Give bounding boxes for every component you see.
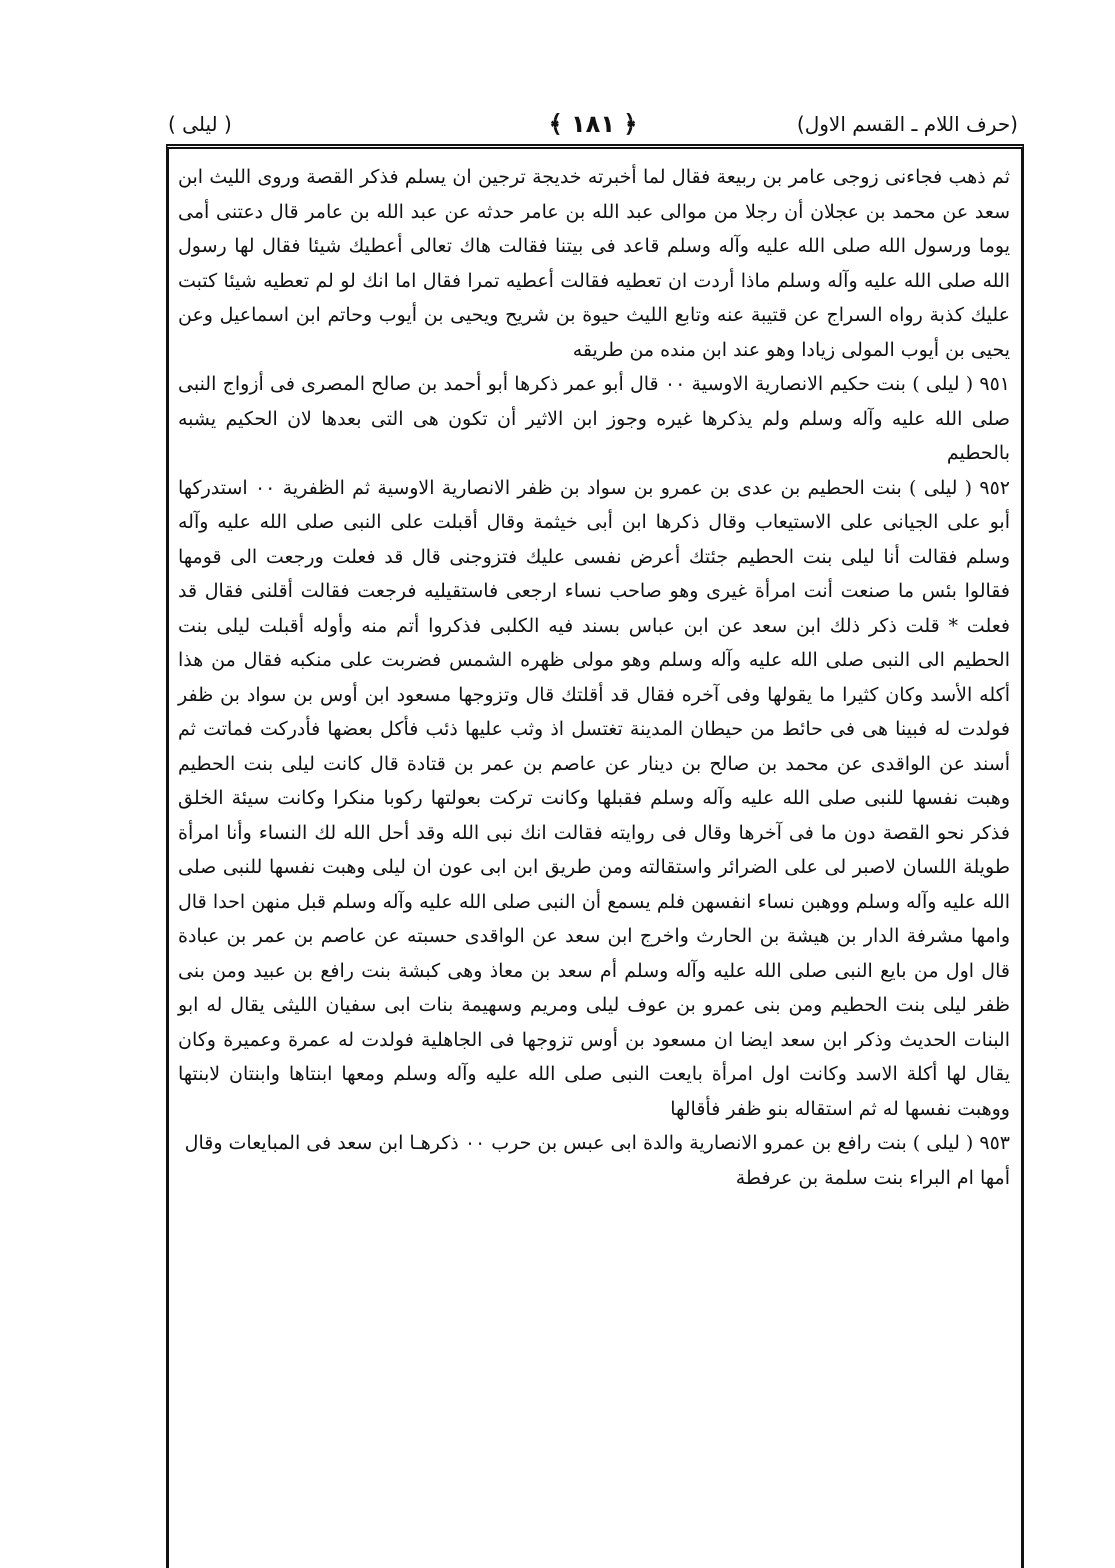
- entry-952: ٩٥٢ ( ليلى ) بنت الحطيم بن عدى بن عمرو بن سواد بن ظفر الانصارية الاوسية ثم الظفرية ٠٠ استدركها أبو على الجيانى على الاستيعاب وقال ذكرها ابن أبى خيثمة وقال أقبلت على النبى صلى الله عليه وآله وسلم فقالت أنا ليلى بنت الحطيم جئتك أعرض نفسى عليك فتزوجنى قال قد فعلت ورجعت الى قومها فقالوا بئس ما صنعت أنت امرأة غيرى وهو صاحب نساء ارجعى فاستقيليه فرجعت فقالت أقلنى فقال قد فعلت * قلت ذكر ذلك ابن سعد عن ابن عباس بسند فيه الكلبى فذكروا أتم منه وأوله أقبلت ليلى بنت الحطيم الى النبى صلى الله عليه وآله وسلم وهو مولى ظهره الشمس فضربت على منكبه فقال من هذا أكله الأسد وكان كثيرا ما يقولها وفى آخره فقال قد أقلتك قال وتزوجها مسعود ابن أوس بن سواد بن ظفر فولدت له فبينا هى فى حائط من حيطان المدينة تغتسل اذ وثب عليها ذئب فأكل بعضها فأدركت فماتت ثم أسند عن الواقدى عن محمد بن صالح بن دينار عن عاصم بن عمر بن قتادة قال كانت ليلى بنت الحطيم وهبت نفسها للنبى صلى الله عليه وآله وسلم فقبلها وكانت تركت بعولتها ركوبا منكرا وكانت سيئة الخلق فذكر نحو القصة دون ما فى آخرها وقال فى روايته فقالت انك نبى الله وقد أحل الله لك النساء وأنا امرأة طويلة اللسان لاصبر لى على الضرائر واستقالته ومن طريق ابن ابى عون ان ليلى وهبت نفسها للنبى صلى الله عليه وآله وسلم ووهبن نساء انفسهن فلم يسمع أن النبى صلى الله عليه وآله وسلم قبل منهن احدا قال وامها مشرفة الدار بن هيشة بن الحارث واخرج ابن سعد عن الواقدى حسبته عن عاصم بن عمر بن عبادة قال اول من بايع النبى صلى الله عليه وآله وسلم أم سعد بن معاذ وهى كبشة بنت رافع بن عبيد ومن بنى ظفر ليلى بنت الحطيم ومن بنى عمرو بن عوف ليلى ومريم وسهيمة بنات ابى سفيان الليثى يقال له ابو البنات الحديث وذكر ابن سعد ايضا ان مسعود بن أوس تزوجها فى الجاهلية فولدت له عمرة وعميرة وكان يقال لها أكلة الاسد وكانت اول امرأة بايعت النبى صلى الله عليه وآله وسلم ومعها ابنتاها وابنتان لابنتها ووهبت نفسها له ثم استقاله بنو ظفر فأقالها: [178, 476, 1011, 1120]
- entry-951: ٩٥١ ( ليلى ) بنت حكيم الانصارية الاوسية ٠٠ قال أبو عمر ذكرها أبو أحمد بن صالح المصرى فى أزواج النبى صلى الله عليه وآله وسلم ولم يذكرها غيره وجوز ابن الاثير أن تكون هى التى بعدها لان الحكيم يشبه بالحطيم: [178, 373, 1010, 464]
- entry-953: ٩٥٣ ( ليلى ) بنت رافع بن عمرو الانصارية والدة ابى عبس بن حرب ٠٠ ذكرهـا ابن سعد فى المبايعات وقال أمها ام البراء بنت سلمة بن عرفطة: [184, 1132, 1010, 1189]
- page-body: [178, 160, 1010, 1195]
- entry-heading: ( ليلى ): [168, 112, 232, 136]
- page-header: [168, 112, 1018, 144]
- page-number: ﴿ ١٨١ ﴾: [548, 110, 638, 138]
- paragraph-continuation: ثم ذهب فجاءنى زوجى عامر بن ربيعة فقال لما أخبرته خديجة ترجين ان يسلم فذكر القصة وروى الليث ابن سعد عن محمد بن عجلان أن رجلا من موالى عبد الله بن عامر حدثه عن عبد الله بن عامر قال دعتنى أمى يوما ورسول الله صلى الله عليه وآله وسلم قاعد فى بيتنا فقالت هاك تعالى أعطيك شيئا فقال لها رسول الله صلى الله عليه وآله وسلم ماذا أردت ان تعطيه فقالت أعطيه تمرا فقال اما انك لو لم تعطيه شيئا كتبت عليك كذبة رواه السراج عن قتيبة عنه وتابع الليث حيوة بن شريح ويحيى بن أيوب وحاتم ابن اسماعيل وعن يحيى بن أيوب المولى زيادا وهو عند ابن منده من طريقه: [178, 166, 1010, 361]
- chapter-heading: (حرف اللام ـ القسم الاول): [796, 112, 1018, 136]
